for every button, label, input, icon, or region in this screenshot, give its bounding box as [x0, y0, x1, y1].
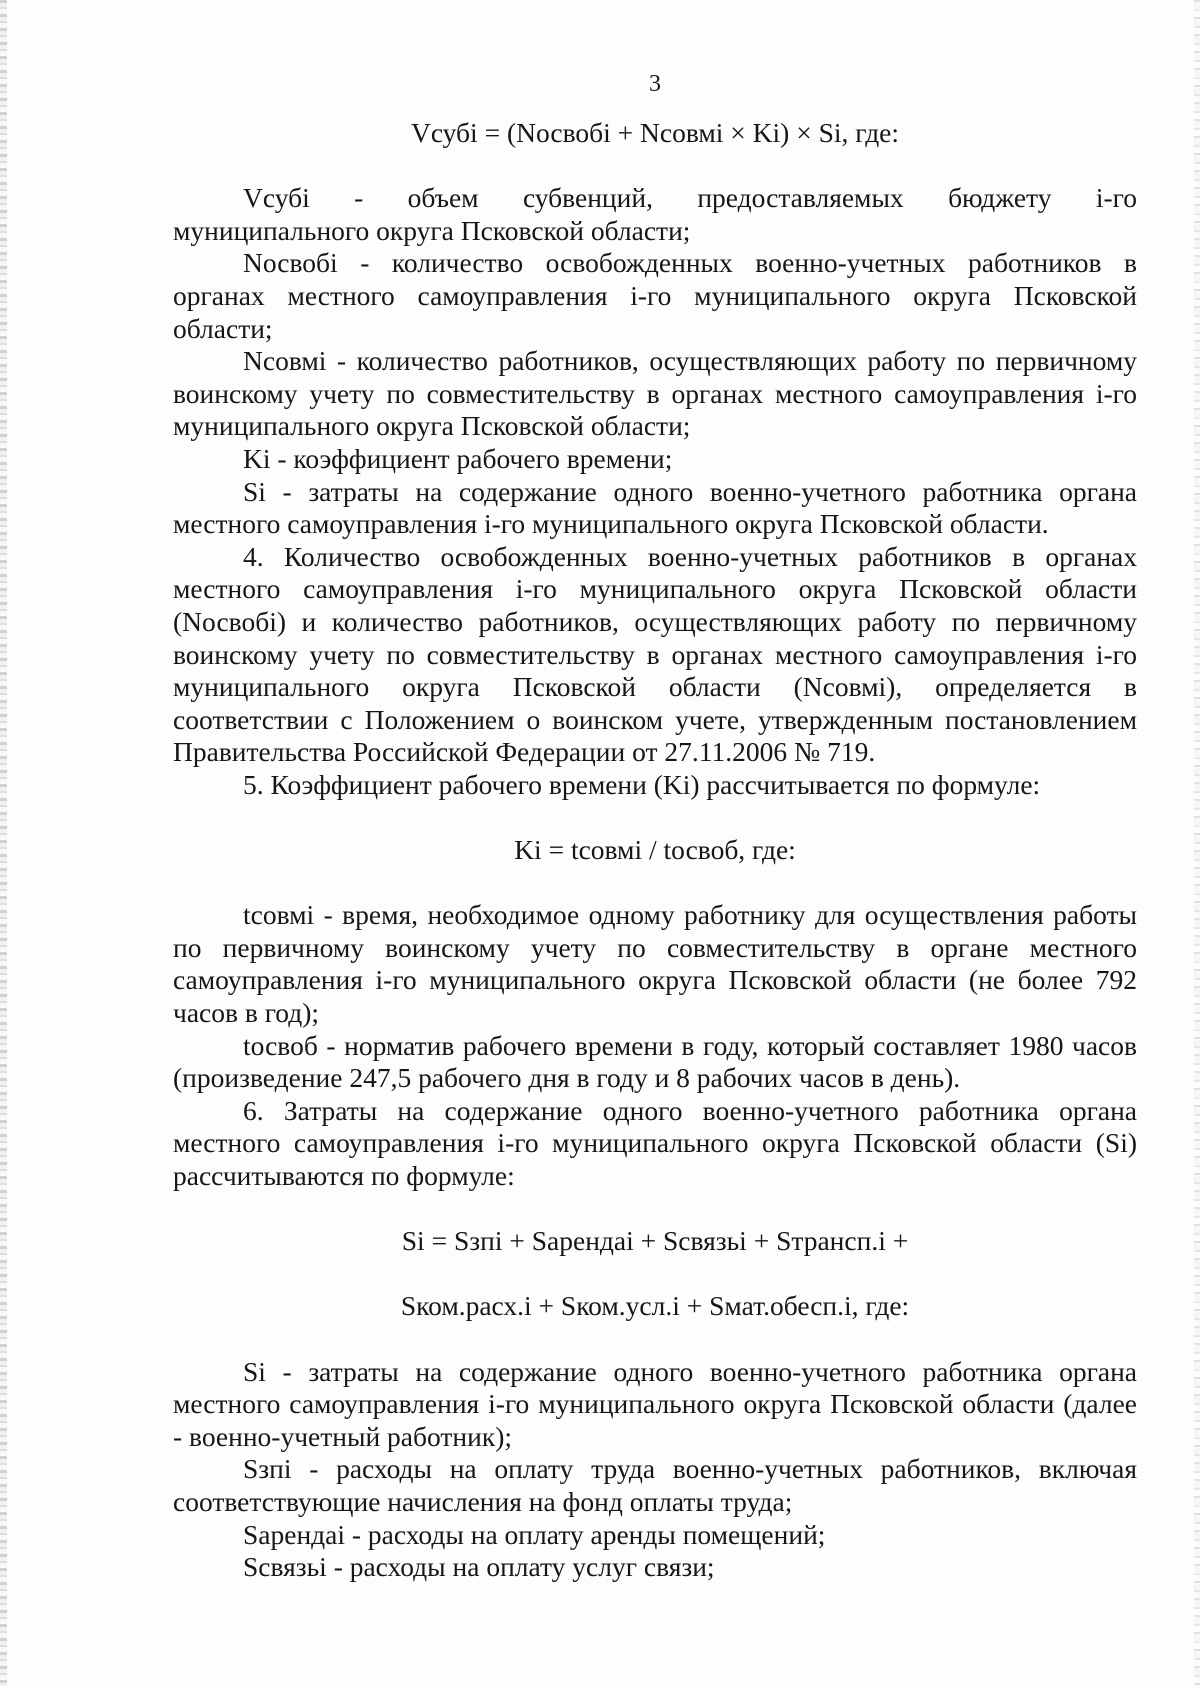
definition-szp: Sзпi - расходы на оплату труда военно-учетных работников, включая соответствующие начисления на фонд оплаты труда;	[173, 1453, 1137, 1517]
definition-sarenda: Sарендаi - расходы на оплату аренды помещений;	[243, 1518, 826, 1550]
definition-nosvob: Nосвобi - количество освобожденных военно-учетных работников в органах местного самоуправления i-го муниципального округа Псковской области;	[173, 247, 1137, 344]
paragraph-5: 5. Коэффициент рабочего времени (Ki) рассчитывается по формуле:	[243, 768, 1041, 800]
paragraph-6: 6. Затраты на содержание одного военно-учетного работника органа местного самоуправления i-го муниципального округа Псковской области (Si) рассчитываются по формуле:	[173, 1094, 1137, 1191]
definition-vsub-line1: Vсубi - объем субвенций, предоставляемых бюджету i-го	[243, 182, 1137, 214]
scan-edge-left	[0, 0, 7, 1686]
definition-ki: Ki - коэффициент рабочего времени;	[243, 442, 673, 474]
formula-si-line1: Si = Sзпi + Sарендаi + Sсвязьi + Sтрансп.i +	[401, 1225, 909, 1257]
definition-nsovm: Nсовмi - количество работников, осуществляющих работу по первичному воинскому учету по совместительству в органах местного самоуправления i-го муниципального округа Псковской области;	[173, 345, 1137, 442]
definition-vsub-line2: муниципального округа Псковской области;	[173, 214, 691, 246]
page-number: 3	[649, 71, 661, 97]
formula-ki: Ki = tсовмi / tосвоб, где:	[514, 834, 796, 866]
definition-si: Si - затраты на содержание одного военно-учетного работника органа местного самоуправления i-го муниципального округа Псковской области.	[173, 475, 1137, 540]
paragraph-4: 4. Количество освобожденных военно-учетных работников в органах местного самоуправления i-го муниципального округа Псковской области (Nосвобi) и количество работников, осуществляющих работу по первичному воинскому учету по совместительству в органах местного самоуправления i-го муниципального округа Псковской области (Nсовмi), определяется в соответствии с Положением о воинском учете, утвержденным постановлением Правительства Российской Федерации от 27.11.2006 № 719.	[173, 540, 1137, 768]
formula-si-line2: Sком.расх.i + Sком.усл.i + Sмат.обесп.i, где:	[400, 1290, 910, 1322]
scan-edge-right	[1194, 0, 1200, 1686]
formula-subvention: Vсубi = (Nосвобi + Nсовмi × Ki) × Si, где:	[410, 117, 900, 148]
definition-tosvob: tосвоб - норматив рабочего времени в году, который составляет 1980 часов (произведение 247,5 рабочего дня в году и 8 рабочих часов в день).	[173, 1029, 1137, 1094]
document-body	[173, 117, 1137, 1584]
definition-ssvyaz: Sсвязьi - расходы на оплату услуг связи;	[243, 1551, 715, 1583]
definition-tsovm: tсовмi - время, необходимое одному работнику для осуществления работы по первичному воинскому учету по совместительству в органе местного самоуправления i-го муниципального округа Псковской области (не более 792 часов в год);	[173, 899, 1137, 1029]
definition-si-full: Si - затраты на содержание одного военно-учетного работника органа местного самоуправления i-го муниципального округа Псковской области (далее - военно-учетный работник);	[173, 1355, 1137, 1452]
